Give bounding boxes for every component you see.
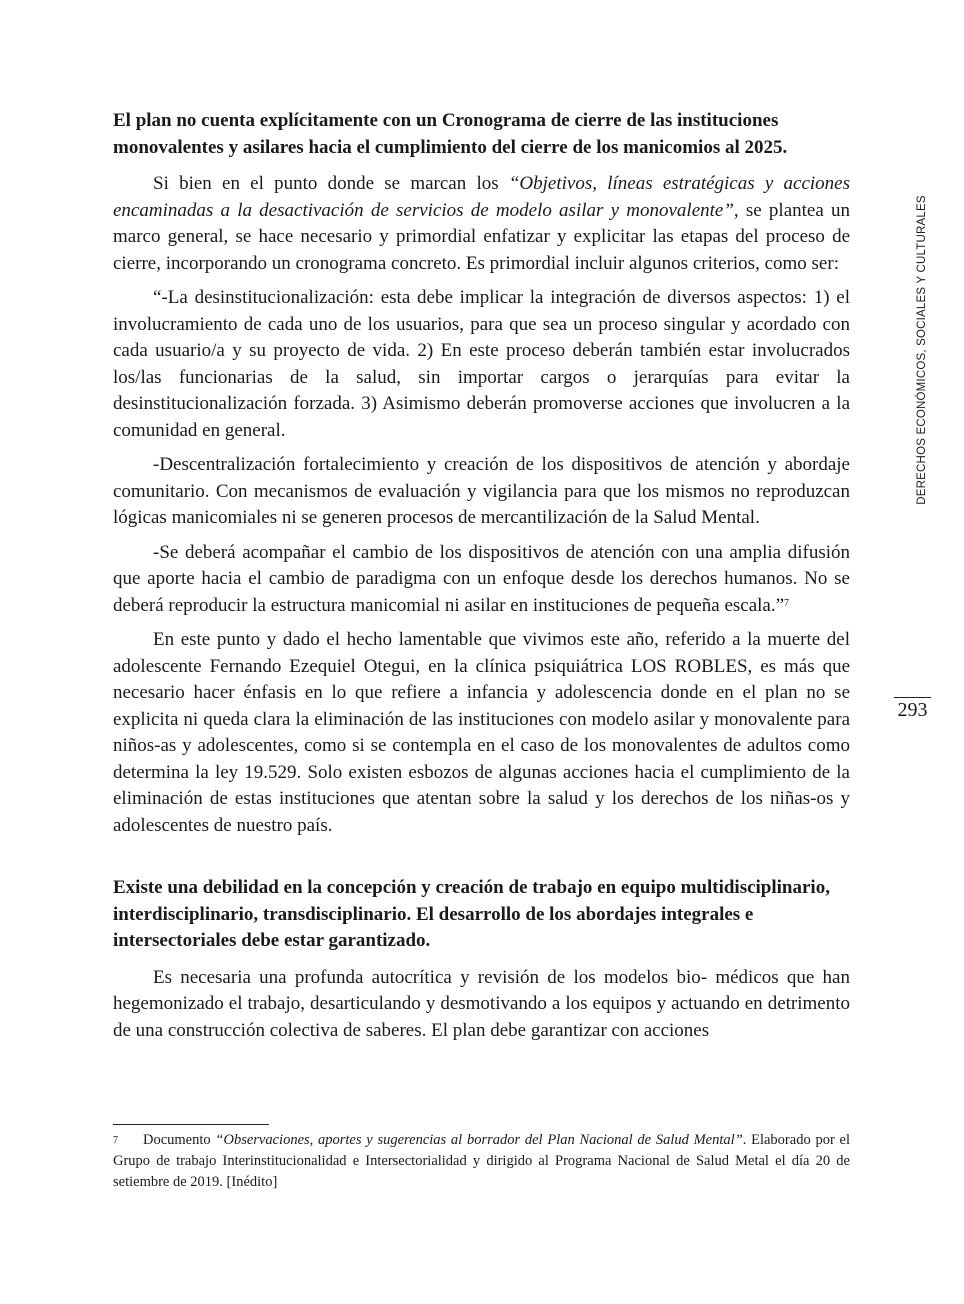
footnote-text-b: . Elaborado por el Grupo de trabajo Interinstitucionalidad e Intersectorialidad y dirigido al Programa Nacional de Salud Metal el día 20 de setiembre de 2019. [Inédito]	[113, 1132, 850, 1190]
paragraph-2: “-La desinstitucionalización: esta debe implicar la integración de diversos aspectos: 1) el involucramiento de cada uno de los usuarios, para que sea un proceso singular y acordado con cada usuario/a y su proyecto de vida. 2) En este proceso deberán también estar involucrados los/las funcionarias de la salud, sin importar cargos o jerarquías para evitar la desinstitucionalización forzada. 3) Asimismo deberán promoverse acciones que involucren a la comunidad en general.	[113, 287, 850, 441]
paragraph-1-text-a: Si bien en el punto donde se marcan los	[153, 173, 509, 194]
footnote	[113, 1130, 850, 1193]
page-number: 293	[894, 697, 931, 722]
section-heading-1: El plan no cuenta explícitamente con un Cronograma de cierre de las instituciones monovalentes y asilares hacia el cumplimiento del cierre de los manicomios al 2025.	[113, 110, 788, 158]
main-text-column	[113, 108, 850, 1044]
paragraph-4-text: -Se deberá acompañar el cambio de los dispositivos de atención con una amplia difusión que aporte hacia el cambio de paradigma con un enfoque desde los derechos humanos. No se deberá reproducir la estructura manicomial ni asilar en instituciones de pequeña escala.”	[113, 541, 850, 616]
paragraph-1-text-b: , se plantea un marco general, se hace necesario y primordial enfatizar y explicitar las etapas del proceso de cierre, incorporando un cronograma concreto. Es primordial incluir algunos criterios, como ser:	[113, 199, 851, 274]
paragraph-1	[113, 171, 850, 277]
footnote-text-a: Documento	[143, 1132, 216, 1148]
footnote-reference[interactable]: 7	[784, 597, 790, 609]
paragraph-6: Es necesaria una profunda autocrítica y revisión de los modelos bio- médicos que han hegemonizado el trabajo, desarticulando y desmotivando a los equipos y actuando en detrimento de una construcción colectiva de saberes. El plan debe garantizar con acciones	[113, 966, 850, 1041]
paragraph-4	[113, 540, 850, 620]
section-side-label: DERECHOS ECONÓMICOS, SOCIALES Y CULTURALES	[916, 195, 928, 505]
paragraph-5: En este punto y dado el hecho lamentable que vivimos este año, referido a la muerte del adolescente Fernando Ezequiel Otegui, en la clínica psiquiátrica LOS ROBLES, es más que necesario hacer énfasis en lo que refiere a infancia y adolescencia donde en el plan no se explicita ni queda clara la eliminación de las instituciones con modelo asilar y monovalente para niños-as y adolescentes, como si se contempla en el caso de los monovalentes de adultos como determina la ley 19.529. Solo existen esbozos de algunas acciones hacia el cumplimiento de la eliminación de estas instituciones que atentan sobre la salud y los derechos de los niñas-os y adolescentes de nuestro país.	[113, 629, 850, 836]
paragraph-3: -Descentralización fortalecimiento y creación de los dispositivos de atención y abordaje comunitario. Con mecanismos de evaluación y vigilancia para que los mismos no reproduzcan lógicas manicomiales ni se generen procesos de mercantilización de la Salud Mental.	[113, 454, 850, 528]
paragraph-1-quote: “Objetivos, líneas estratégicas y acciones encaminadas a la desactivación de servicios de modelo asilar y monovalente”	[113, 173, 850, 221]
footnote-divider	[113, 1124, 269, 1125]
footnote-document-title: “Observaciones, aportes y sugerencias al borrador del Plan Nacional de Salud Mental”	[215, 1132, 743, 1148]
footnote-number: 7	[113, 1135, 118, 1146]
section-heading-2: Existe una debilidad en la concepción y creación de trabajo en equipo multidisciplinario, interdisciplinario, transdisciplinario. El desarrollo de los abordajes integrales e intersectoriales debe estar garantizado.	[113, 877, 830, 951]
